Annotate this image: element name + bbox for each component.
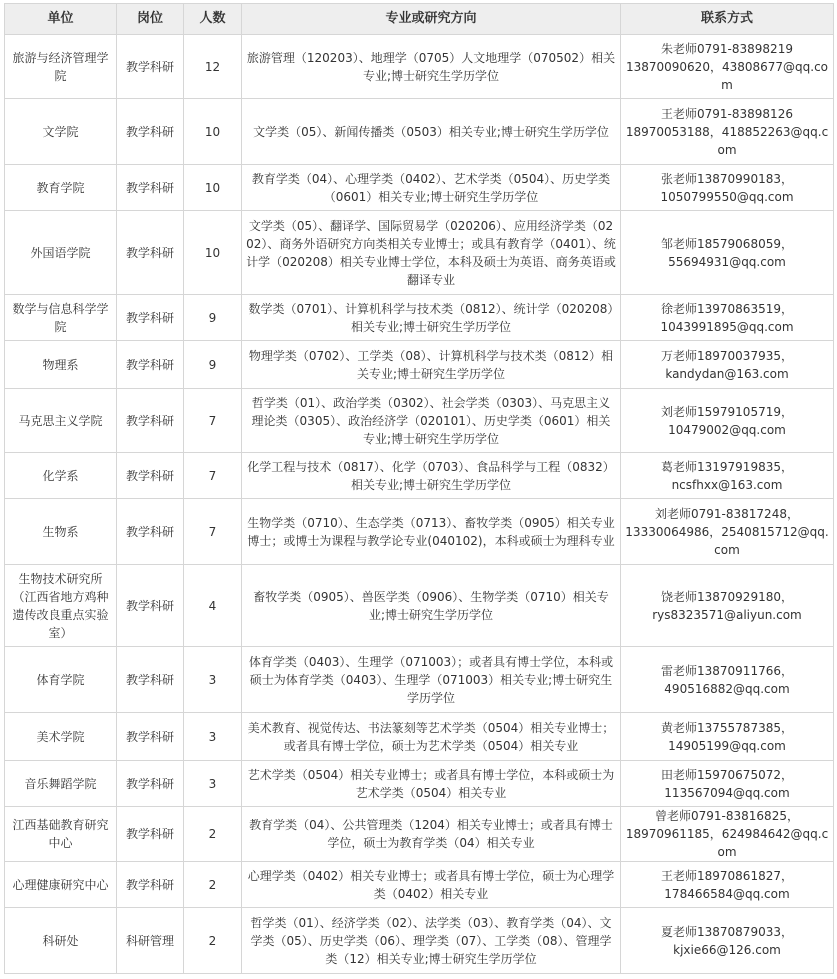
- unit-cell: 文学院: [5, 99, 117, 165]
- contact-cell: [621, 713, 834, 761]
- unit-cell: 美术学院: [5, 713, 117, 761]
- count-cell: 10: [184, 99, 242, 165]
- major-cell: 教育学类（04）、心理学类（0402）、艺术学类（0504）、历史学类（0601）相关专业;博士研究生学历学位: [242, 165, 621, 211]
- contact-line-1: 葛老师13197919835，: [661, 459, 793, 474]
- major-cell: 哲学类（01）、经济学类（02）、法学类（03）、教育学类（04）、文学类（05）、历史学类（06）、理学类（07）、工学类（08）、管理学类（12）相关专业;博士研究生学历学位: [242, 908, 621, 974]
- contact-cell: [621, 647, 834, 713]
- header-contact: 联系方式: [621, 4, 834, 35]
- contact-line-2: 113567094@qq.com: [664, 785, 790, 800]
- count-cell: 2: [184, 862, 242, 908]
- count-cell: 3: [184, 647, 242, 713]
- post-cell: 教学科研: [117, 713, 184, 761]
- table-row: [5, 565, 834, 647]
- table-row: [5, 211, 834, 295]
- contact-line-2: 178466584@qq.com: [664, 886, 790, 901]
- unit-cell: 科研处: [5, 908, 117, 974]
- major-cell: 哲学类（01）、政治学类（0302）、社会学类（0303）、马克思主义理论类（0305）、政治经济学（020101）、历史学类（0601）相关专业;博士研究生学历学位: [242, 389, 621, 453]
- contact-line-1: 雷老师13870911766，: [661, 663, 793, 678]
- post-cell: 教学科研: [117, 453, 184, 499]
- contact-line-1: 夏老师13870879033，: [661, 924, 793, 939]
- count-cell: 9: [184, 341, 242, 389]
- post-cell: 教学科研: [117, 499, 184, 565]
- count-cell: 12: [184, 35, 242, 99]
- contact-line-1: 邹老师18579068059，: [661, 236, 793, 251]
- contact-line-2: 13870090620，43808677@qq.com: [625, 59, 829, 92]
- major-cell: 文学类（05）、翻译学、国际贸易学（020206）、应用经济学类（0202）、商务外语研究方向类相关专业博士；或具有教育学（0401）、统计学（020208）相关专业博士学位，本科及硕士为英语、商务英语或翻译专业: [242, 211, 621, 295]
- contact-line-1: 饶老师13870929180，: [661, 589, 793, 604]
- unit-cell: 心理健康研究中心: [5, 862, 117, 908]
- count-cell: 10: [184, 165, 242, 211]
- contact-line-1: 万老师18970037935，: [661, 348, 793, 363]
- post-cell: 教学科研: [117, 647, 184, 713]
- count-cell: 2: [184, 807, 242, 862]
- unit-cell: 数学与信息科学学院: [5, 295, 117, 341]
- contact-cell: [621, 35, 834, 99]
- table-row: [5, 165, 834, 211]
- contact-line-2: 18970961185，624984642@qq.com: [625, 827, 829, 859]
- unit-cell: 教育学院: [5, 165, 117, 211]
- table-row: [5, 341, 834, 389]
- contact-line-2: 13330064986，2540815712@qq.com: [625, 524, 829, 557]
- contact-cell: [621, 165, 834, 211]
- contact-cell: [621, 807, 834, 862]
- contact-line-2: 490516882@qq.com: [664, 681, 790, 696]
- contact-line-1: 黄老师13755787385，: [661, 720, 793, 735]
- count-cell: 3: [184, 713, 242, 761]
- post-cell: 教学科研: [117, 807, 184, 862]
- post-cell: 教学科研: [117, 165, 184, 211]
- major-cell: 生物学类（0710）、生态学类（0713）、畜牧学类（0905）相关专业博士；或博士为课程与教学论专业(040102)，本科或硕士为理科专业: [242, 499, 621, 565]
- unit-cell: 外国语学院: [5, 211, 117, 295]
- major-cell: 物理学类（0702）、工学类（08）、计算机科学与技术类（0812）相关专业;博士研究生学历学位: [242, 341, 621, 389]
- contact-cell: [621, 295, 834, 341]
- contact-line-2: 18970053188，418852263@qq.com: [625, 124, 829, 157]
- contact-line-2: rys8323571@aliyun.com: [652, 607, 802, 622]
- post-cell: 教学科研: [117, 862, 184, 908]
- major-cell: 旅游管理（120203）、地理学（0705）人文地理学（070502）相关专业;博士研究生学历学位: [242, 35, 621, 99]
- table-row: [5, 761, 834, 807]
- unit-cell: 生物技术研究所（江西省地方鸡种遗传改良重点实验室）: [5, 565, 117, 647]
- table-row: [5, 99, 834, 165]
- contact-cell: [621, 453, 834, 499]
- count-cell: 7: [184, 499, 242, 565]
- count-cell: 9: [184, 295, 242, 341]
- header-row: [5, 4, 834, 35]
- table-row: [5, 647, 834, 713]
- post-cell: 教学科研: [117, 99, 184, 165]
- contact-line-1: 朱老师0791-83898219: [661, 41, 793, 56]
- major-cell: 文学类（05）、新闻传播类（0503）相关专业;博士研究生学历学位: [242, 99, 621, 165]
- count-cell: 2: [184, 908, 242, 974]
- contact-line-2: 55694931@qq.com: [668, 254, 786, 269]
- header-major: 专业或研究方向: [242, 4, 621, 35]
- major-cell: 畜牧学类（0905）、兽医学类（0906）、生物学类（0710）相关专业;博士研究生学历学位: [242, 565, 621, 647]
- table-row: [5, 499, 834, 565]
- post-cell: 科研管理: [117, 908, 184, 974]
- contact-line-1: 刘老师0791-83817248，: [655, 506, 799, 521]
- contact-cell: [621, 499, 834, 565]
- contact-line-1: 王老师18970861827，: [661, 868, 793, 883]
- major-cell: 教育学类（04）、公共管理类（1204）相关专业博士；或者具有博士学位，硕士为教育学类（04）相关专业: [242, 807, 621, 862]
- major-cell: 数学类（0701）、计算机科学与技术类（0812）、统计学（020208）相关专业;博士研究生学历学位: [242, 295, 621, 341]
- count-cell: 4: [184, 565, 242, 647]
- table-row: [5, 389, 834, 453]
- unit-cell: 生物系: [5, 499, 117, 565]
- unit-cell: 旅游与经济管理学院: [5, 35, 117, 99]
- contact-line-1: 曾老师0791-83816825，: [655, 809, 799, 823]
- contact-line-2: 1043991895@qq.com: [660, 319, 794, 334]
- contact-line-2: 10479002@qq.com: [668, 422, 786, 437]
- contact-line-1: 王老师0791-83898126: [661, 106, 793, 121]
- major-cell: 心理学类（0402）相关专业博士；或者具有博士学位，硕士为心理学类（0402）相关专业: [242, 862, 621, 908]
- contact-line-2: kjxie66@126.com: [673, 942, 781, 957]
- table-row: [5, 862, 834, 908]
- contact-cell: [621, 341, 834, 389]
- contact-line-1: 刘老师15979105719，: [661, 404, 793, 419]
- major-cell: 体育学类（0403）、生理学（071003）；或者具有博士学位，本科或硕士为体育学类（0403）、生理学（071003）相关专业;博士研究生学历学位: [242, 647, 621, 713]
- unit-cell: 物理系: [5, 341, 117, 389]
- unit-cell: 江西基础教育研究中心: [5, 807, 117, 862]
- contact-cell: [621, 761, 834, 807]
- contact-cell: [621, 565, 834, 647]
- contact-line-2: 14905199@qq.com: [668, 738, 786, 753]
- header-count: 人数: [184, 4, 242, 35]
- contact-line-2: kandydan@163.com: [665, 366, 789, 381]
- table-row: [5, 713, 834, 761]
- contact-cell: [621, 99, 834, 165]
- contact-line-1: 田老师15970675072，: [661, 767, 793, 782]
- contact-cell: [621, 389, 834, 453]
- contact-cell: [621, 211, 834, 295]
- contact-line-1: 徐老师13970863519，: [661, 301, 793, 316]
- post-cell: 教学科研: [117, 761, 184, 807]
- count-cell: 7: [184, 453, 242, 499]
- contact-line-2: ncsfhxx@163.com: [671, 477, 783, 492]
- post-cell: 教学科研: [117, 211, 184, 295]
- count-cell: 10: [184, 211, 242, 295]
- major-cell: 化学工程与技术（0817）、化学（0703）、食品科学与工程（0832）相关专业;博士研究生学历学位: [242, 453, 621, 499]
- table-row: [5, 453, 834, 499]
- contact-cell: [621, 908, 834, 974]
- contact-cell: [621, 862, 834, 908]
- contact-line-1: 张老师13870990183，: [661, 171, 793, 186]
- header-post: 岗位: [117, 4, 184, 35]
- table-row: [5, 807, 834, 862]
- unit-cell: 马克思主义学院: [5, 389, 117, 453]
- unit-cell: 化学系: [5, 453, 117, 499]
- major-cell: 艺术学类（0504）相关专业博士；或者具有博士学位，本科或硕士为艺术学类（0504）相关专业: [242, 761, 621, 807]
- table-row: [5, 908, 834, 974]
- major-cell: 美术教育、视觉传达、书法篆刻等艺术学类（0504）相关专业博士；或者具有博士学位，硕士为艺术学类（0504）相关专业: [242, 713, 621, 761]
- table-row: [5, 295, 834, 341]
- post-cell: 教学科研: [117, 565, 184, 647]
- post-cell: 教学科研: [117, 295, 184, 341]
- table-row: [5, 35, 834, 99]
- recruitment-table: [4, 3, 834, 974]
- contact-line-2: 1050799550@qq.com: [660, 189, 794, 204]
- post-cell: 教学科研: [117, 35, 184, 99]
- header-unit: 单位: [5, 4, 117, 35]
- count-cell: 3: [184, 761, 242, 807]
- post-cell: 教学科研: [117, 389, 184, 453]
- unit-cell: 音乐舞蹈学院: [5, 761, 117, 807]
- count-cell: 7: [184, 389, 242, 453]
- unit-cell: 体育学院: [5, 647, 117, 713]
- post-cell: 教学科研: [117, 341, 184, 389]
